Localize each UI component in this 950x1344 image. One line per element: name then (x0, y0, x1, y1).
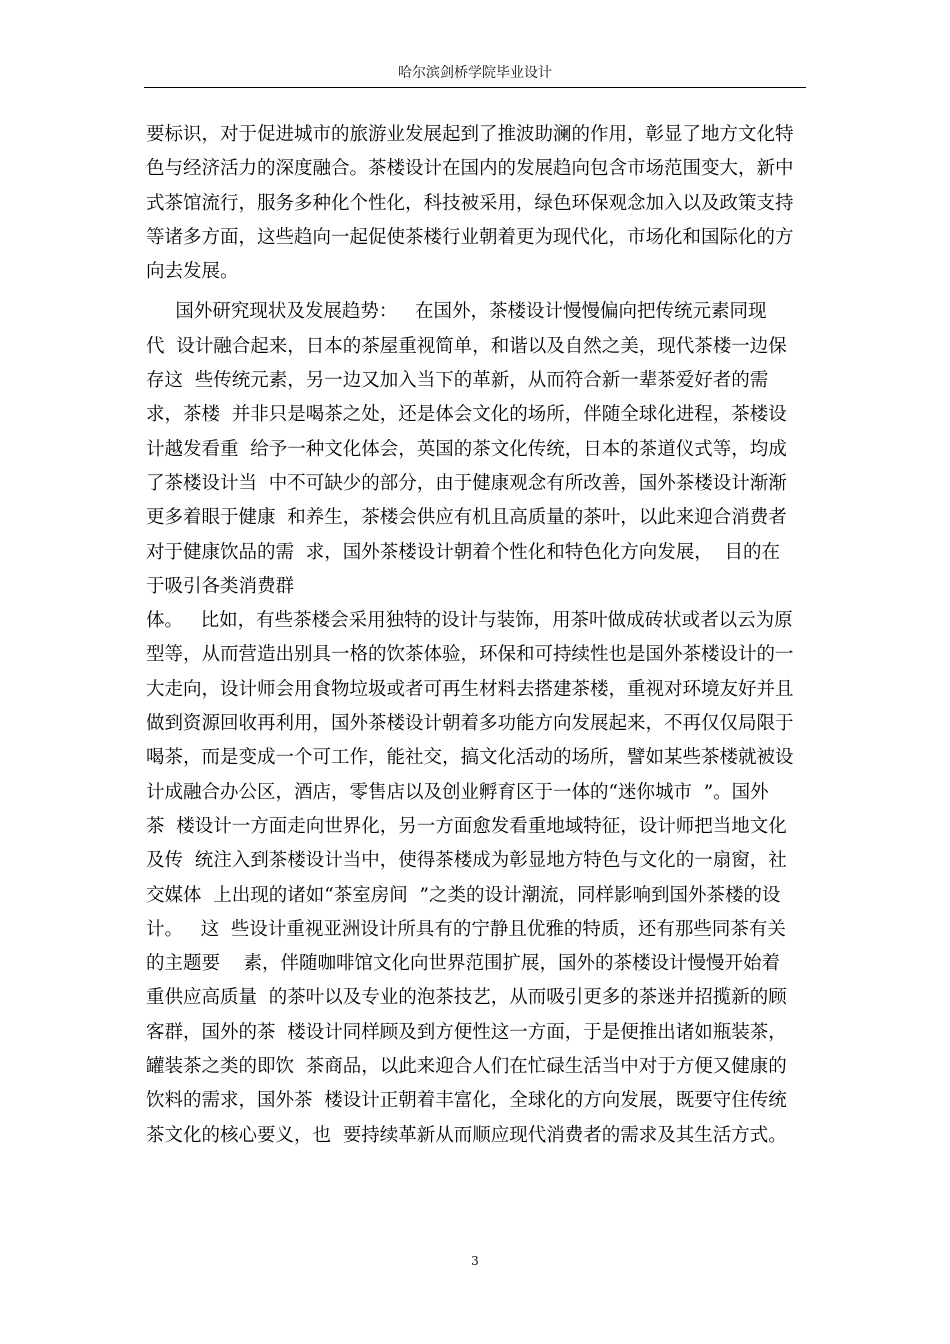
text-line: 国外研究现状及发展趋势： 在国外，茶楼设计慢慢偏向把传统元素同现 (146, 301, 767, 323)
text-line: 做到资源回收再利用，国外茶楼设计朝着多功能方向发展起来，不再仅仅局限于 (146, 713, 794, 735)
body-text (146, 118, 818, 1153)
text-line: 色与经济活力的深度融合。茶楼设计在国内的发展趋向包含市场范围变大，新中 (146, 158, 794, 180)
running-header: 哈尔滨剑桥学院毕业设计 (398, 65, 552, 81)
text-line: 交媒体 上出现的诸如“茶室房间 ”之类的设计潮流，同样影响到国外茶楼的设 (146, 884, 781, 906)
text-line: 更多着眼于健康 和养生，茶楼会供应有机且高质量的茶叶，以此来迎合消费者 (146, 507, 787, 529)
text-line: 茶 楼设计一方面走向世界化，另一方面愈发看重地域特征，设计师把当地文化 (146, 815, 787, 837)
text-line: 计成融合办公区，酒店，零售店以及创业孵育区于一体的“迷你城市 ”。国外 (146, 781, 769, 803)
text-line: 向去发展。 (146, 261, 239, 283)
text-line: 计越发看重 给予一种文化体会，英国的茶文化传统，日本的茶道仪式等，均成 (146, 438, 787, 460)
text-line: 要标识，对于促进城市的旅游业发展起到了推波助澜的作用，彰显了地方文化特 (146, 124, 794, 145)
text-line: 及传 统注入到茶楼设计当中，使得茶楼成为彰显地方特色与文化的一扇窗，社 (146, 850, 787, 872)
text-line: 重供应高质量 的茶叶以及专业的泡茶技艺，从而吸引更多的茶迷并招揽新的顾 (146, 987, 787, 1009)
text-line: 求，茶楼 并非只是喝茶之处，还是体会文化的场所，伴随全球化进程，茶楼设 (146, 404, 787, 426)
text-line: 等诸多方面，这些趋向一起促使茶楼行业朝着更为现代化，市场化和国际化的方 (146, 226, 794, 248)
text-line: 客群，国外的茶 楼设计同样顾及到方便性这一方面，于是便推出诸如瓶装茶， (146, 1021, 787, 1043)
text-line: 式茶馆流行，服务多种化个性化，科技被采用，绿色环保观念加入以及政策支持 (146, 192, 794, 214)
text-line: 喝茶，而是变成一个可工作，能社交，搞文化活动的场所，譬如某些茶楼就被设 (146, 747, 794, 769)
text-line: 了茶楼设计当 中不可缺少的部分，由于健康观念有所改善，国外茶楼设计渐渐 (146, 472, 787, 494)
text-line: 罐装茶之类的即饮 茶商品，以此来迎合人们在忙碌生活当中对于方便又健康的 (146, 1056, 787, 1078)
text-line: 计。 这 些设计重视亚洲设计所具有的宁静且优雅的特质，还有那些同茶有关 (146, 918, 786, 940)
text-line: 型等，从而营造出别具一格的饮茶体验，环保和可持续性也是国外茶楼设计的一 (146, 644, 794, 666)
text-line: 茶文化的核心要义，也 要持续革新从而顺应现代消费者的需求及其生活方式。 (146, 1124, 787, 1146)
text-line: 饮料的需求，国外茶 楼设计正朝着丰富化，全球化的方向发展，既要守住传统 (146, 1090, 787, 1112)
page-number: 3 (471, 1254, 479, 1268)
text-line: 的主题要 素，伴随咖啡馆文化向世界范围扩展，国外的茶楼设计慢慢开始着 (146, 953, 781, 975)
text-line: 代 设计融合起来，日本的茶屋重视简单，和谐以及自然之美，现代茶楼一边保 (146, 335, 787, 357)
text-line: 大走向，设计师会用食物垃圾或者可再生材料去搭建茶楼，重视对环境友好并且 (146, 678, 794, 700)
text-line: 体。 比如，有些茶楼会采用独特的设计与装饰，用茶叶做成砖状或者以云为原 (146, 610, 793, 632)
text-line: 对于健康饮品的需 求，国外茶楼设计朝着个性化和特色化方向发展， 目的在 (146, 541, 781, 563)
paragraph (146, 295, 818, 1152)
header-divider (144, 87, 806, 88)
paragraph (146, 118, 818, 289)
text-line: 于吸引各类消费群 (146, 575, 295, 597)
text-line: 存这 些传统元素，另一边又加入当下的革新，从而符合新一辈茶爱好者的需 (146, 370, 769, 392)
